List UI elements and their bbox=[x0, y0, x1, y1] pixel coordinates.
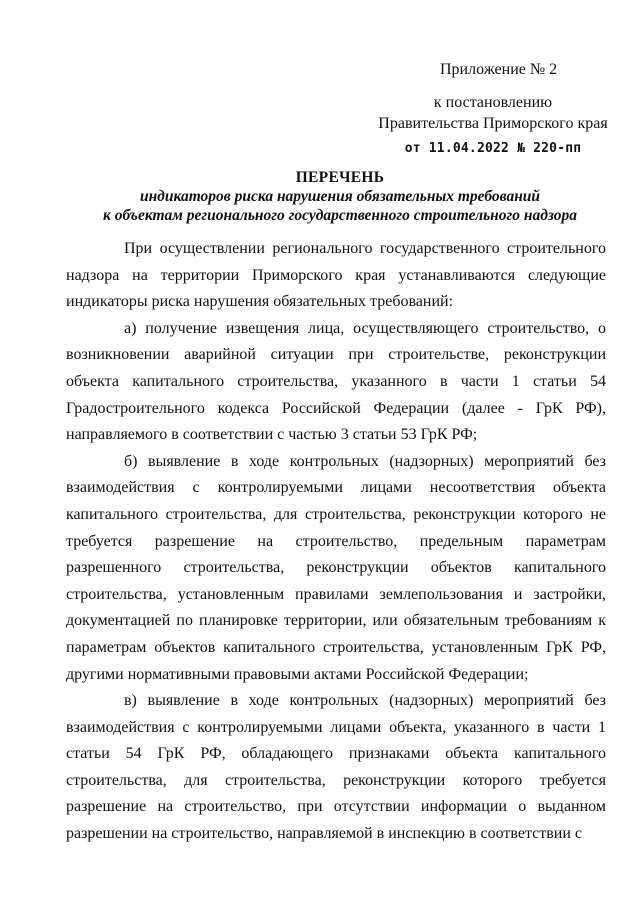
indicator-item-a: а) получение извещения лица, осуществляющего строительство, о возникновении аварийной ситуации при строительстве, реконструкции объекта капитального строительства, указанного в части 1 статьи 54 Градостроительного кодекса Российской Федерации (далее - ГрК РФ), направляемого в соответствии с частью 3 статьи 53 ГрК РФ; bbox=[66, 319, 606, 444]
resolution-reference bbox=[378, 92, 608, 159]
document-subtitle-line-2: к объектам регионального государственного строительного надзора bbox=[102, 207, 578, 224]
intro-paragraph: При осуществлении регионального государственного строительного надзора на территории Приморского края устанавливаются следующие индикаторы риска нарушения обязательных требований: bbox=[66, 240, 606, 311]
document-body bbox=[66, 236, 606, 848]
document-title-block bbox=[60, 168, 620, 225]
document-title: ПЕРЕЧЕНЬ bbox=[295, 169, 385, 186]
resolution-line-1: к постановлению bbox=[433, 94, 553, 111]
document-subtitle-line-1: индикаторов риска нарушения обязательных требований bbox=[139, 188, 541, 205]
resolution-date-number-stamp: от 11.04.2022 № 220-пп bbox=[404, 141, 582, 156]
indicator-item-b: б) выявление в ходе контрольных (надзорных) мероприятий без взаимодействия с контролируемыми лицами несоответствия объекта капитального строительства, для строительства, реконструкции которого не требуется разрешение на строительство, предельным параметрам разрешенного строительства, реконструкции объектов капитального строительства, установленным правилами землепользования и застройки, документацией по планировке территории, или обязательным требованиям к параметрам объектов капитального строительства, установленным ГрК РФ, другими нормативными правовыми актами Российской Федерации; bbox=[66, 452, 606, 683]
indicator-item-v: в) выявление в ходе контрольных (надзорных) мероприятий без взаимодействия с контролируемыми лицами объекта, указанного в части 1 статьи 54 ГрК РФ, обладающего признаками объекта капитального строительства, для строительства, реконструкции которого требуется разрешение на строительство, при отсутствии информации о выданном разрешении на строительство, направляемой в инспекцию в соответствии с bbox=[66, 692, 606, 843]
resolution-line-2: Правительства Приморского края bbox=[378, 115, 608, 132]
attachment-number: Приложение № 2 bbox=[440, 61, 558, 78]
